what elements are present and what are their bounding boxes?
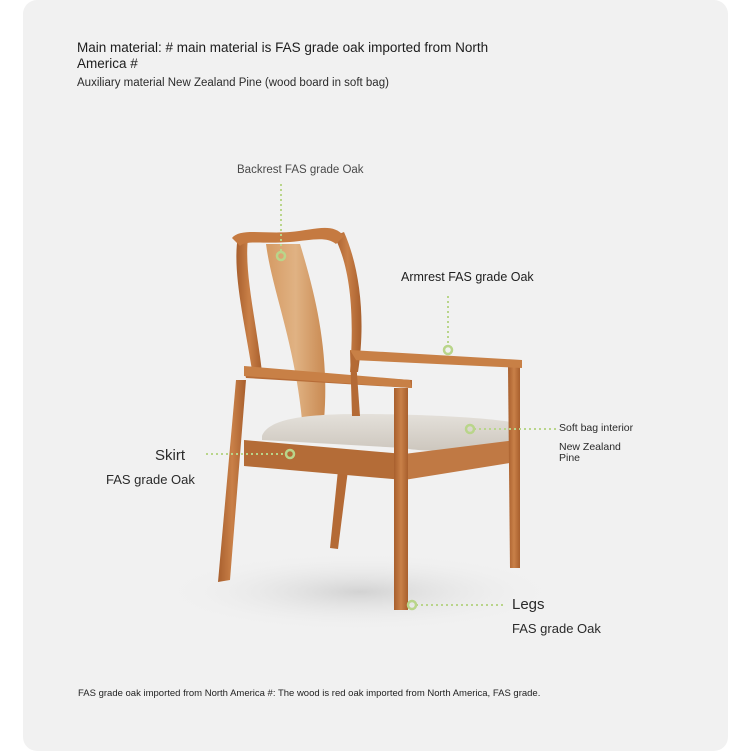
rear-left-leg <box>330 470 348 549</box>
backrest-splat <box>266 244 325 420</box>
skirt-label: Skirt <box>155 447 185 464</box>
backrest-label: Backrest FAS grade Oak <box>237 164 364 176</box>
auxiliary-material-text: Auxiliary material New Zealand Pine (wood board in soft bag) <box>77 77 389 89</box>
skirt-sublabel: FAS grade Oak <box>106 472 195 487</box>
soft-bag-label: Soft bag interior <box>559 422 634 434</box>
rear-right-leg <box>508 366 520 568</box>
armrest-label: Armrest FAS grade Oak <box>401 270 534 284</box>
armrest-callout-dot <box>444 346 452 354</box>
left-armrest <box>244 366 412 388</box>
front-right-leg <box>394 388 408 610</box>
backrest-left-post <box>236 236 262 372</box>
backrest-crest-rail <box>232 228 344 246</box>
main-material-text: Main material: # main material is FAS grade oak imported from North America # <box>77 40 489 71</box>
footnote-text: FAS grade oak imported from North America #: The wood is red oak imported from North America, FAS grade. <box>78 688 541 699</box>
front-left-leg <box>218 380 246 582</box>
right-armrest <box>350 350 522 368</box>
legs-label: Legs <box>512 596 545 613</box>
legs-sublabel: FAS grade Oak <box>512 621 601 636</box>
callout-lines <box>206 184 556 605</box>
soft-bag-sublabel: New Zealand Pine <box>559 441 621 464</box>
